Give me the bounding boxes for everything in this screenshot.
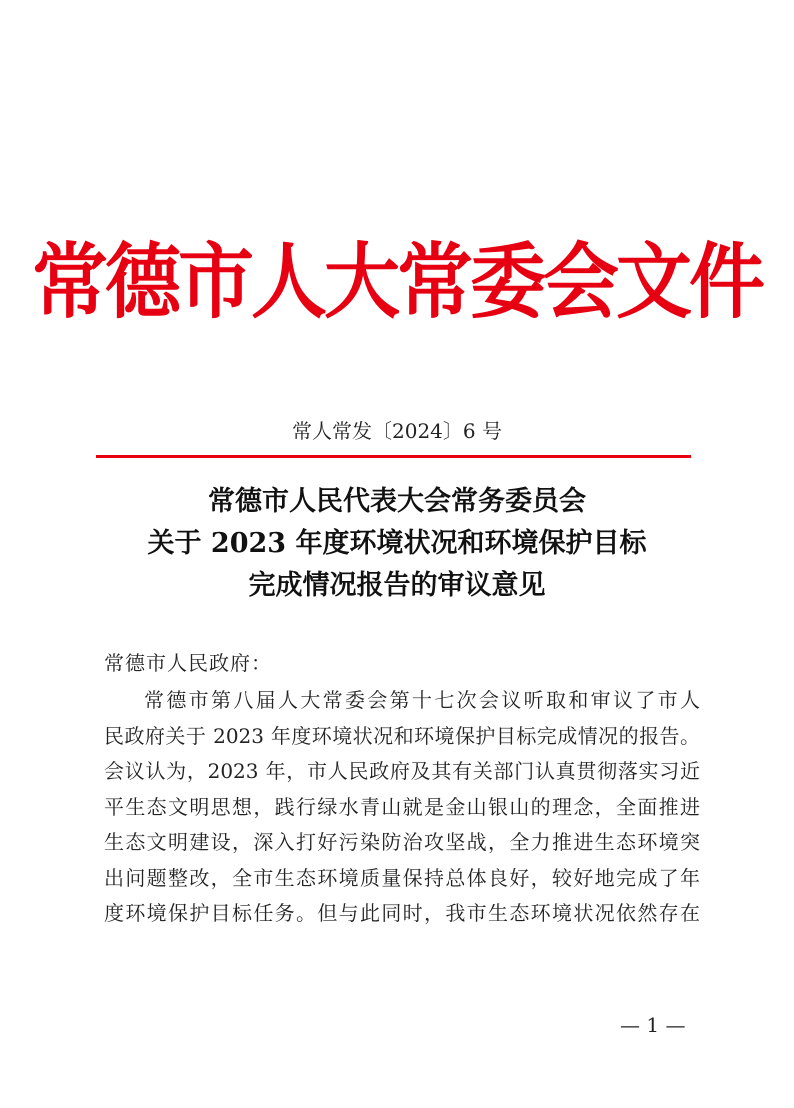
body-line: 度环境保护目标任务。但与此同时，我市生态环境状况依然存在: [104, 901, 700, 925]
document-title: [0, 481, 794, 607]
title-line: 关于 2023 年度环境状况和环境保护目标: [147, 528, 647, 559]
body-line: 出问题整改，全市生态环境质量保持总体良好，较好地完成了年: [104, 865, 700, 890]
body-line: 生态文明建设，深入打好污染防治攻坚战，全力推进生态环境突: [104, 830, 700, 854]
body-line: 常德市第八届人大常委会第十七次会议听取和审议了市人: [144, 688, 700, 712]
red-divider-line: [96, 455, 691, 458]
masthead-title: 常德市人大常委会文件: [32, 233, 762, 330]
body-text: [104, 683, 700, 932]
body-line: 会议认为，2023 年，市人民政府及其有关部门认真贯彻落实习近: [104, 759, 700, 783]
title-line: 常德市人民代表大会常务委员会: [208, 486, 586, 517]
body-line: 民政府关于 2023 年度环境状况和环境保护目标完成情况的报告。: [104, 723, 700, 748]
document-number: 常人常发〔2024〕6 号: [292, 419, 502, 443]
body-line: 平生态文明思想，践行绿水青山就是金山银山的理念，全面推进: [104, 794, 700, 819]
salutation: 常德市人民政府：: [104, 651, 272, 675]
title-line: 完成情况报告的审议意见: [248, 570, 546, 601]
page-number: — 1 —: [620, 1013, 686, 1037]
